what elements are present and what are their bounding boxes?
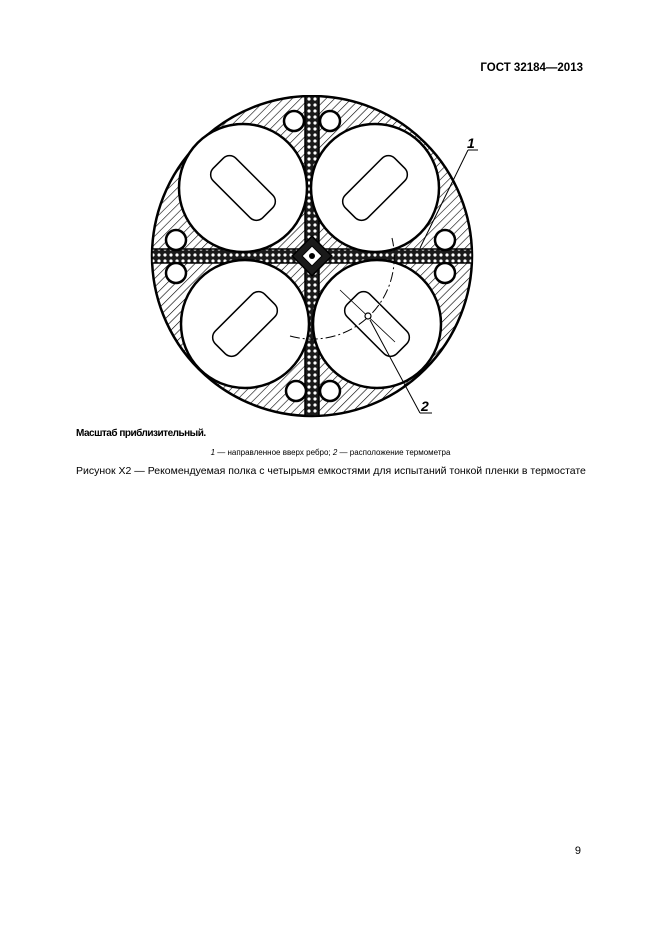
container-top-right xyxy=(311,124,439,252)
figure-caption: Рисунок Х2 — Рекомендуемая полка с четырьмя емкостями для испытаний тонкой пленки в термостате xyxy=(76,465,586,477)
thermometer-position xyxy=(365,313,371,319)
legend-text-2: — расположение термометра xyxy=(337,448,451,457)
legend-number-1: 1 xyxy=(210,448,216,457)
container-bottom-left xyxy=(181,260,309,388)
shelf-drawing xyxy=(140,95,485,425)
scale-note: Масштаб приблизительный. xyxy=(76,428,206,439)
callout-2: 2 xyxy=(421,398,429,414)
container-bottom-right xyxy=(313,260,441,388)
page-number: 9 xyxy=(574,845,581,857)
callout-1: 1 xyxy=(467,135,475,151)
figure-legend xyxy=(0,448,661,457)
container-top-left xyxy=(179,124,307,252)
legend-number-2: 2 xyxy=(332,448,338,457)
document-header: ГОСТ 32184—2013 xyxy=(480,62,583,74)
legend-text-1: — направленное вверх ребро; xyxy=(215,448,333,457)
